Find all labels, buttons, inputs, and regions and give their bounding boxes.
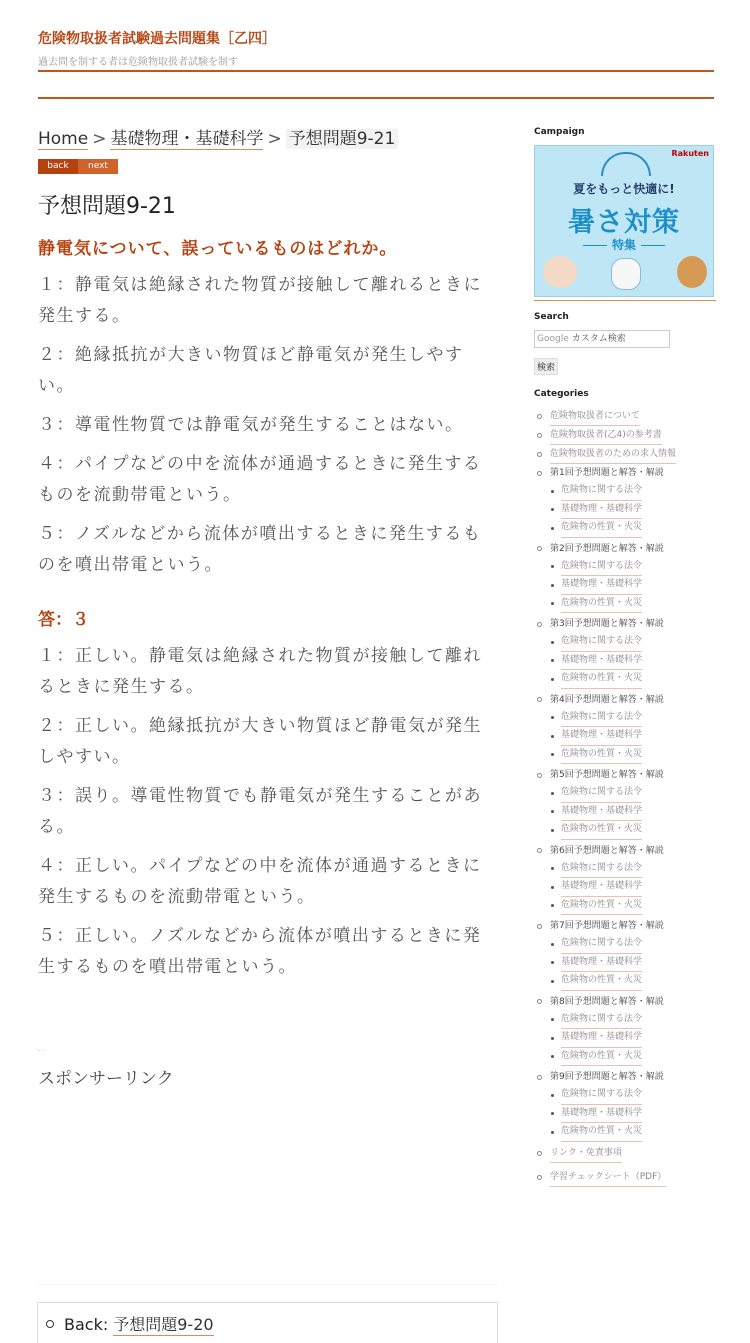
subcategory-item xyxy=(534,1029,716,1048)
banner-brand: Rakuten xyxy=(671,149,709,158)
subcategory-link[interactable]: 危険物の性質・火災 xyxy=(561,746,642,765)
disc-bullet-icon xyxy=(551,490,554,493)
disc-bullet-icon xyxy=(551,1037,554,1040)
subcategory-link[interactable]: 危険物に関する法令 xyxy=(561,633,642,652)
category-link[interactable]: 危険物取扱者について xyxy=(550,407,640,426)
explanation-5: ５：正しい。ノズルなどから流体が噴出するときに発生するものを噴出帯電という。 xyxy=(38,926,482,977)
choice-2: ２：絶縁抵抗が大きい物質ほど静電気が発生しやすい。 xyxy=(38,345,464,396)
disc-bullet-icon xyxy=(551,527,554,530)
choice-1: １：静電気は絶縁された物質が接触して離れるときに発生する。 xyxy=(38,275,482,326)
subcategory-list xyxy=(534,482,716,538)
search-placeholder-brand: Google xyxy=(537,334,569,344)
subcategory-item xyxy=(534,633,716,652)
subcategory-list xyxy=(534,1086,716,1142)
subcategory-link[interactable]: 基礎物理・基礎科学 xyxy=(561,727,642,746)
subcategory-link[interactable]: 基礎物理・基礎科学 xyxy=(561,501,642,520)
breadcrumb-category[interactable]: 基礎物理・基礎科学 xyxy=(110,129,264,149)
site-header xyxy=(38,24,714,68)
category-group-header xyxy=(534,917,716,935)
subcategory-link[interactable]: 危険物に関する法令 xyxy=(561,482,642,501)
disc-bullet-icon xyxy=(551,1018,554,1021)
circle-bullet-icon xyxy=(537,622,542,627)
subcategory-link[interactable]: 危険物に関する法令 xyxy=(561,709,642,728)
subcategory-link[interactable]: 基礎物理・基礎科学 xyxy=(561,1105,642,1124)
category-group xyxy=(534,615,716,689)
subcategory-item xyxy=(534,482,716,501)
subcategory-link[interactable]: 危険物の性質・火災 xyxy=(561,1048,642,1067)
category-group-label[interactable]: 第6回予想問題と解答・解説 xyxy=(550,845,664,856)
breadcrumb-separator: > xyxy=(92,129,107,149)
choice-4: ４：パイプなどの中を流体が通過するときに発生するものを流動帯電という。 xyxy=(38,454,482,505)
disc-bullet-icon xyxy=(551,641,554,644)
subcategory-link[interactable]: 基礎物理・基礎科学 xyxy=(561,576,642,595)
category-item xyxy=(534,407,716,426)
list-bullet-icon xyxy=(46,1320,54,1328)
category-group xyxy=(534,540,716,614)
circle-bullet-icon xyxy=(537,697,542,702)
category-group xyxy=(534,1068,716,1142)
categories-heading: Categories xyxy=(534,389,589,399)
category-link[interactable]: 危険物取扱者(乙4)の参考書 xyxy=(550,426,662,445)
dog-icon xyxy=(677,256,707,288)
search-input[interactable] xyxy=(534,330,670,348)
post-nav-back xyxy=(38,1303,497,1336)
disc-bullet-icon xyxy=(551,659,554,662)
disc-bullet-icon xyxy=(551,716,554,719)
subcategory-item xyxy=(534,821,716,840)
circle-bullet-icon xyxy=(537,999,542,1004)
subcategory-link[interactable]: 基礎物理・基礎科学 xyxy=(561,954,642,973)
subcategory-item xyxy=(534,1123,716,1142)
category-group-header xyxy=(534,766,716,784)
category-group-label[interactable]: 第4回予想問題と解答・解説 xyxy=(550,694,664,705)
category-group-label[interactable]: 第7回予想問題と解答・解説 xyxy=(550,921,664,931)
explanation-1: １：正しい。静電気は絶縁された物質が接触して離れるときに発生する。 xyxy=(38,646,482,697)
category-group xyxy=(534,464,716,538)
disc-bullet-icon xyxy=(551,508,554,511)
breadcrumb-home[interactable]: Home xyxy=(38,129,89,149)
subcategory-item xyxy=(534,1086,716,1105)
sponsor-label: スポンサーリンク xyxy=(38,1069,174,1089)
search-button[interactable]: 検索 xyxy=(534,358,558,375)
category-group xyxy=(534,842,716,916)
subcategory-item xyxy=(534,803,716,822)
subcategory-link[interactable]: 危険物の性質・火災 xyxy=(561,972,642,991)
subcategory-list xyxy=(534,784,716,840)
subcategory-item xyxy=(534,972,716,991)
subcategory-link[interactable]: 危険物に関する法令 xyxy=(561,1086,642,1105)
post-nav-back-link[interactable]: 予想問題9-20 xyxy=(113,1312,213,1336)
category-group-header xyxy=(534,691,716,709)
banner-line3-text: 特集 xyxy=(611,238,636,252)
subcategory-link[interactable]: 危険物に関する法令 xyxy=(561,860,642,879)
category-link[interactable]: 危険物取扱者のための求人情報 xyxy=(550,445,676,464)
category-group-header xyxy=(534,842,716,860)
disc-bullet-icon xyxy=(551,867,554,870)
explanation-2: ２：正しい。絶縁抵抗が大きい物質ほど静電気が発生しやすい。 xyxy=(38,716,482,767)
breadcrumb-separator: > xyxy=(267,129,282,149)
disc-bullet-icon xyxy=(551,1055,554,1058)
subcategory-item xyxy=(534,897,716,916)
subcategory-link[interactable]: 危険物の性質・火災 xyxy=(561,1123,642,1142)
subcategory-item xyxy=(534,709,716,728)
category-item xyxy=(534,445,716,464)
header-divider xyxy=(38,70,714,72)
category-group-label[interactable]: 第5回予想問題と解答・解説 xyxy=(550,770,664,780)
category-group-label[interactable]: 第3回予想問題と解答・解説 xyxy=(550,619,664,629)
search-placeholder: カスタム検索 xyxy=(571,334,626,344)
circle-bullet-icon xyxy=(537,1175,542,1180)
subcategory-item xyxy=(534,670,716,689)
search-heading: Search xyxy=(534,312,569,322)
disc-bullet-icon xyxy=(551,980,554,983)
subcategory-item xyxy=(534,501,716,520)
disc-bullet-icon xyxy=(551,753,554,756)
disc-bullet-icon xyxy=(551,810,554,813)
category-item xyxy=(534,1168,716,1187)
disc-bullet-icon xyxy=(551,904,554,907)
subcategory-item xyxy=(534,1011,716,1030)
choice-5: ５：ノズルなどから流体が噴出するときに発生するものを噴出帯電という。 xyxy=(38,524,482,575)
category-group-header xyxy=(534,615,716,633)
disc-bullet-icon xyxy=(551,961,554,964)
subcategory-list xyxy=(534,860,716,916)
subcategory-item xyxy=(534,558,716,577)
site-description: 過去問を制する者は危険物取扱者試験を制す xyxy=(38,57,238,68)
subcategory-link[interactable]: 危険物の性質・火災 xyxy=(561,595,642,614)
subcategory-item xyxy=(534,878,716,897)
post-nav-back-prefix: Back: xyxy=(64,1314,109,1334)
next-button[interactable]: next xyxy=(78,159,118,174)
disc-bullet-icon xyxy=(551,943,554,946)
category-group-header xyxy=(534,1068,716,1086)
subcategory-item xyxy=(534,784,716,803)
back-button[interactable]: back xyxy=(38,159,78,174)
subcategory-item xyxy=(534,860,716,879)
explanation-3: ３：誤り。導電性物質でも静電気が発生することがある。 xyxy=(38,786,482,837)
disc-bullet-icon xyxy=(551,602,554,605)
subcategory-link[interactable]: 基礎物理・基礎科学 xyxy=(561,878,642,897)
disc-bullet-icon xyxy=(551,735,554,738)
category-link[interactable]: 学習チェックシート（PDF） xyxy=(550,1168,666,1187)
subcategory-link[interactable]: 危険物の性質・火災 xyxy=(561,821,642,840)
sun-icon xyxy=(601,152,651,176)
subcategory-link[interactable]: 危険物の性質・火災 xyxy=(561,519,642,538)
person-icon xyxy=(543,256,577,288)
disc-bullet-icon xyxy=(551,886,554,889)
ad-divider xyxy=(38,1050,44,1051)
post-title: 予想問題9-21 xyxy=(38,194,176,219)
subcategory-item xyxy=(534,935,716,954)
subcategory-item xyxy=(534,1105,716,1124)
disc-bullet-icon xyxy=(551,1112,554,1115)
main-content xyxy=(38,127,497,983)
subcategory-link[interactable]: 基礎物理・基礎科学 xyxy=(561,652,642,671)
footer-divider xyxy=(38,1284,497,1285)
category-link[interactable]: リンク・免責事項 xyxy=(550,1144,622,1163)
category-group-label[interactable]: 第8回予想問題と解答・解説 xyxy=(550,996,664,1007)
subcategory-list xyxy=(534,633,716,689)
subcategory-list xyxy=(534,1011,716,1067)
category-item xyxy=(534,1144,716,1163)
subcategory-link[interactable]: 危険物に関する法令 xyxy=(561,784,642,803)
disc-bullet-icon xyxy=(551,792,554,795)
post-pager xyxy=(38,159,497,174)
subcategory-list xyxy=(534,558,716,614)
circle-bullet-icon xyxy=(537,1151,542,1156)
sidebar-divider xyxy=(534,300,716,301)
circle-bullet-icon xyxy=(537,433,542,438)
subcategory-item xyxy=(534,519,716,538)
explanation-4: ４：正しい。パイプなどの中を流体が通過するときに発生するものを流動帯電という。 xyxy=(38,856,482,907)
banner-line1: 夏をもっと快適に! xyxy=(573,182,675,196)
banner-line3 xyxy=(535,236,713,253)
circle-bullet-icon xyxy=(537,773,542,778)
subcategory-item xyxy=(534,595,716,614)
circle-bullet-icon xyxy=(537,414,542,419)
site-title[interactable]: 危険物取扱者試験過去問題集［乙四］ xyxy=(38,31,276,47)
question-text: 静電気について、誤っているものはどれか。 xyxy=(38,239,398,259)
disc-bullet-icon xyxy=(551,829,554,832)
circle-bullet-icon xyxy=(537,546,542,551)
disc-bullet-icon xyxy=(551,1094,554,1097)
category-group xyxy=(534,917,716,991)
category-group xyxy=(534,691,716,765)
breadcrumb-current: 予想問題9-21 xyxy=(286,129,399,149)
subcategory-item xyxy=(534,1048,716,1067)
campaign-banner[interactable] xyxy=(534,145,714,297)
subcategory-link[interactable]: 基礎物理・基礎科学 xyxy=(561,1029,642,1048)
category-list xyxy=(534,407,716,1187)
disc-bullet-icon xyxy=(551,678,554,681)
subcategory-link[interactable]: 危険物に関する法令 xyxy=(561,935,642,954)
category-item xyxy=(534,426,716,445)
subcategory-item xyxy=(534,652,716,671)
disc-bullet-icon xyxy=(551,1131,554,1134)
subcategory-item xyxy=(534,727,716,746)
circle-bullet-icon xyxy=(537,452,542,457)
category-group xyxy=(534,766,716,840)
subcategory-item xyxy=(534,954,716,973)
category-group-label[interactable]: 第9回予想問題と解答・解説 xyxy=(550,1072,664,1082)
subcategory-list xyxy=(534,935,716,991)
subcategory-item xyxy=(534,576,716,595)
breadcrumb xyxy=(38,127,497,151)
subcategory-link[interactable]: 危険物に関する法令 xyxy=(561,1011,642,1030)
sidebar xyxy=(534,127,716,1187)
circle-bullet-icon xyxy=(537,1075,542,1080)
answer-heading: 答：３ xyxy=(38,610,89,630)
choice-3: ３：導電性物質では静電気が発生することはない。 xyxy=(38,415,464,435)
campaign-heading: Campaign xyxy=(534,127,585,137)
category-group xyxy=(534,993,716,1067)
subcategory-link[interactable]: 危険物の性質・火災 xyxy=(561,670,642,689)
category-group-header xyxy=(534,993,716,1011)
subcategory-link[interactable]: 危険物に関する法令 xyxy=(561,558,642,577)
disc-bullet-icon xyxy=(551,565,554,568)
nav-divider xyxy=(38,97,714,99)
post-navigation xyxy=(37,1302,498,1343)
category-group-label[interactable]: 第1回予想問題と解答・解説 xyxy=(550,468,664,478)
subcategory-item xyxy=(534,746,716,765)
circle-bullet-icon xyxy=(537,471,542,476)
circle-bullet-icon xyxy=(537,924,542,929)
subcategory-link[interactable]: 危険物の性質・火災 xyxy=(561,897,642,916)
category-group-label[interactable]: 第2回予想問題と解答・解説 xyxy=(550,543,664,554)
category-group-header xyxy=(534,464,716,482)
category-group-header xyxy=(534,540,716,558)
bear-icon xyxy=(611,258,641,290)
subcategory-link[interactable]: 基礎物理・基礎科学 xyxy=(561,803,642,822)
banner-line2: 暑さ対策 xyxy=(568,207,680,238)
circle-bullet-icon xyxy=(537,848,542,853)
subcategory-list xyxy=(534,709,716,765)
disc-bullet-icon xyxy=(551,584,554,587)
